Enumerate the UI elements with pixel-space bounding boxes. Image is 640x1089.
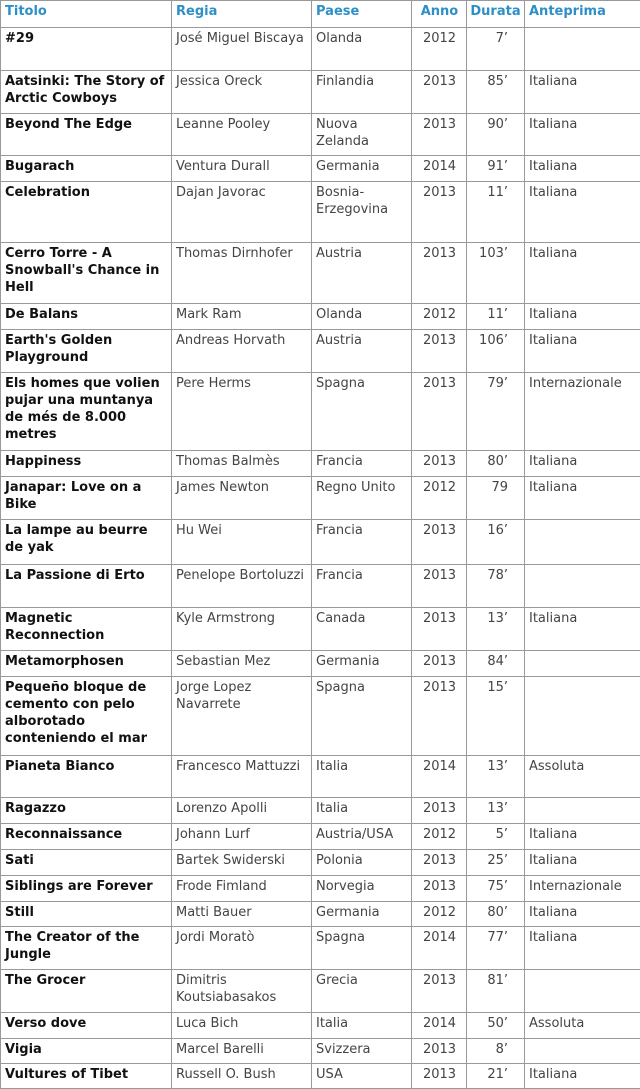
cell-anteprima: Italiana <box>525 71 640 114</box>
cell-durata: 5’ <box>467 824 525 850</box>
cell-paese: Norvegia <box>312 876 412 902</box>
cell-titolo: Vultures of Tibet <box>1 1064 172 1089</box>
table-row <box>1 927 640 970</box>
header-anteprima: Anteprima <box>525 1 640 28</box>
cell-regia: Marcel Barelli <box>172 1039 312 1064</box>
cell-regia: Andreas Horvath <box>172 330 312 373</box>
cell-anteprima: Internazionale <box>525 373 640 451</box>
cell-regia: James Newton <box>172 477 312 520</box>
cell-anteprima <box>525 970 640 1013</box>
cell-titolo: Magnetic Reconnection <box>1 608 172 651</box>
header-regia: Regia <box>172 1 312 28</box>
cell-titolo: La Passione di Erto <box>1 565 172 608</box>
cell-regia: Lorenzo Apolli <box>172 798 312 824</box>
cell-anno: 2013 <box>412 243 467 304</box>
table-row <box>1 330 640 373</box>
cell-durata: 50’ <box>467 1013 525 1039</box>
cell-regia: Sebastian Mez <box>172 651 312 677</box>
table-row <box>1 477 640 520</box>
cell-paese: Francia <box>312 451 412 477</box>
cell-paese: Austria <box>312 330 412 373</box>
cell-durata: 75’ <box>467 876 525 902</box>
cell-titolo: Pianeta Bianco <box>1 756 172 798</box>
cell-regia: Jessica Oreck <box>172 71 312 114</box>
cell-durata: 79’ <box>467 373 525 451</box>
cell-durata: 13’ <box>467 798 525 824</box>
cell-titolo: Sati <box>1 850 172 876</box>
cell-anteprima: Italiana <box>525 927 640 970</box>
cell-anteprima: Italiana <box>525 304 640 330</box>
cell-durata: 21’ <box>467 1064 525 1089</box>
cell-titolo: La lampe au beurre de yak <box>1 520 172 565</box>
cell-anteprima: Assoluta <box>525 756 640 798</box>
cell-regia: Russell O. Bush <box>172 1064 312 1089</box>
cell-regia: Johann Lurf <box>172 824 312 850</box>
cell-anno: 2013 <box>412 330 467 373</box>
cell-paese: Olanda <box>312 304 412 330</box>
table-row <box>1 114 640 156</box>
cell-paese: Olanda <box>312 28 412 71</box>
cell-titolo: Still <box>1 902 172 927</box>
cell-anteprima: Italiana <box>525 243 640 304</box>
cell-anno: 2014 <box>412 756 467 798</box>
table-row <box>1 156 640 182</box>
cell-durata: 15’ <box>467 677 525 756</box>
table-row <box>1 876 640 902</box>
cell-anno: 2013 <box>412 1064 467 1089</box>
cell-titolo: Pequeño bloque de cemento con pelo alborotado conteniendo el mar <box>1 677 172 756</box>
cell-anteprima <box>525 1039 640 1064</box>
table-row <box>1 373 640 451</box>
cell-titolo: Vigia <box>1 1039 172 1064</box>
cell-durata: 85’ <box>467 71 525 114</box>
cell-durata: 11’ <box>467 304 525 330</box>
cell-anno: 2013 <box>412 182 467 243</box>
cell-anteprima: Italiana <box>525 850 640 876</box>
cell-durata: 79 <box>467 477 525 520</box>
cell-paese: Italia <box>312 798 412 824</box>
cell-paese: Spagna <box>312 677 412 756</box>
table-row <box>1 304 640 330</box>
cell-paese: Germania <box>312 651 412 677</box>
cell-anno: 2012 <box>412 28 467 71</box>
cell-anteprima: Internazionale <box>525 876 640 902</box>
cell-anno: 2012 <box>412 902 467 927</box>
cell-anteprima: Italiana <box>525 608 640 651</box>
cell-regia: Thomas Balmès <box>172 451 312 477</box>
cell-paese: Germania <box>312 156 412 182</box>
table-row <box>1 798 640 824</box>
cell-paese: Francia <box>312 520 412 565</box>
cell-anteprima: Italiana <box>525 451 640 477</box>
cell-paese: Nuova Zelanda <box>312 114 412 156</box>
cell-paese: Svizzera <box>312 1039 412 1064</box>
cell-paese: USA <box>312 1064 412 1089</box>
cell-regia: Jordi Moratò <box>172 927 312 970</box>
cell-paese: Grecia <box>312 970 412 1013</box>
table-row <box>1 1039 640 1064</box>
cell-anteprima: Italiana <box>525 477 640 520</box>
cell-anno: 2014 <box>412 927 467 970</box>
header-durata: Durata <box>467 1 525 28</box>
cell-titolo: Earth's Golden Playground <box>1 330 172 373</box>
header-paese: Paese <box>312 1 412 28</box>
cell-anno: 2012 <box>412 477 467 520</box>
cell-regia: Matti Bauer <box>172 902 312 927</box>
cell-durata: 25’ <box>467 850 525 876</box>
table-row <box>1 824 640 850</box>
cell-regia: Luca Bich <box>172 1013 312 1039</box>
cell-anno: 2013 <box>412 850 467 876</box>
cell-regia: Hu Wei <box>172 520 312 565</box>
table-row <box>1 608 640 651</box>
cell-anno: 2014 <box>412 156 467 182</box>
cell-anno: 2013 <box>412 608 467 651</box>
table-row <box>1 520 640 565</box>
cell-anteprima <box>525 520 640 565</box>
cell-titolo: Happiness <box>1 451 172 477</box>
cell-anno: 2013 <box>412 876 467 902</box>
cell-regia: José Miguel Biscaya <box>172 28 312 71</box>
cell-durata: 11’ <box>467 182 525 243</box>
table-row <box>1 651 640 677</box>
cell-anno: 2013 <box>412 970 467 1013</box>
cell-durata: 78’ <box>467 565 525 608</box>
cell-paese: Francia <box>312 565 412 608</box>
cell-regia: Frode Fimland <box>172 876 312 902</box>
cell-anno: 2012 <box>412 824 467 850</box>
cell-titolo: De Balans <box>1 304 172 330</box>
table-row <box>1 677 640 756</box>
cell-paese: Canada <box>312 608 412 651</box>
cell-regia: Jorge Lopez Navarrete <box>172 677 312 756</box>
cell-durata: 81’ <box>467 970 525 1013</box>
cell-regia: Kyle Armstrong <box>172 608 312 651</box>
cell-anteprima: Italiana <box>525 114 640 156</box>
cell-titolo: Aatsinki: The Story of Arctic Cowboys <box>1 71 172 114</box>
cell-anno: 2013 <box>412 798 467 824</box>
cell-anno: 2013 <box>412 114 467 156</box>
cell-anteprima <box>525 798 640 824</box>
cell-anteprima: Italiana <box>525 824 640 850</box>
cell-anno: 2012 <box>412 304 467 330</box>
table-row <box>1 756 640 798</box>
cell-paese: Germania <box>312 902 412 927</box>
cell-durata: 103’ <box>467 243 525 304</box>
cell-anteprima: Italiana <box>525 330 640 373</box>
cell-titolo: Cerro Torre - A Snowball's Chance in Hell <box>1 243 172 304</box>
cell-titolo: Els homes que volien pujar una muntanya de més de 8.000 metres <box>1 373 172 451</box>
table-row <box>1 902 640 927</box>
cell-anno: 2013 <box>412 677 467 756</box>
cell-durata: 13’ <box>467 608 525 651</box>
cell-anno: 2013 <box>412 373 467 451</box>
cell-durata: 77’ <box>467 927 525 970</box>
cell-durata: 13’ <box>467 756 525 798</box>
cell-anteprima <box>525 28 640 71</box>
cell-regia: Francesco Mattuzzi <box>172 756 312 798</box>
table-row <box>1 451 640 477</box>
cell-titolo: Bugarach <box>1 156 172 182</box>
cell-titolo: Verso dove <box>1 1013 172 1039</box>
cell-titolo: Ragazzo <box>1 798 172 824</box>
cell-regia: Penelope Bortoluzzi <box>172 565 312 608</box>
cell-paese: Austria/USA <box>312 824 412 850</box>
cell-titolo: Celebration <box>1 182 172 243</box>
cell-anteprima: Italiana <box>525 182 640 243</box>
cell-durata: 91’ <box>467 156 525 182</box>
table-row <box>1 850 640 876</box>
cell-titolo: Metamorphosen <box>1 651 172 677</box>
cell-titolo: Beyond The Edge <box>1 114 172 156</box>
cell-regia: Thomas Dirnhofer <box>172 243 312 304</box>
header-anno: Anno <box>412 1 467 28</box>
table-row <box>1 1064 640 1089</box>
cell-durata: 7’ <box>467 28 525 71</box>
cell-anno: 2013 <box>412 1039 467 1064</box>
cell-durata: 80’ <box>467 451 525 477</box>
cell-regia: Ventura Durall <box>172 156 312 182</box>
table-row <box>1 28 640 71</box>
cell-anteprima: Italiana <box>525 1064 640 1089</box>
cell-anteprima: Italiana <box>525 156 640 182</box>
cell-regia: Dimitris Koutsiabasakos <box>172 970 312 1013</box>
cell-titolo: The Creator of the Jungle <box>1 927 172 970</box>
cell-paese: Spagna <box>312 373 412 451</box>
header-row <box>1 1 640 28</box>
cell-titolo: Janapar: Love on a Bike <box>1 477 172 520</box>
cell-anno: 2013 <box>412 451 467 477</box>
cell-titolo: Siblings are Forever <box>1 876 172 902</box>
cell-anno: 2014 <box>412 1013 467 1039</box>
cell-titolo: Reconnaissance <box>1 824 172 850</box>
table-row <box>1 970 640 1013</box>
cell-anteprima <box>525 677 640 756</box>
cell-regia: Dajan Javorac <box>172 182 312 243</box>
cell-anteprima <box>525 651 640 677</box>
cell-regia: Mark Ram <box>172 304 312 330</box>
cell-paese: Italia <box>312 1013 412 1039</box>
cell-anno: 2013 <box>412 565 467 608</box>
cell-anno: 2013 <box>412 520 467 565</box>
cell-paese: Bosnia-Erzegovina <box>312 182 412 243</box>
cell-regia: Pere Herms <box>172 373 312 451</box>
cell-titolo: The Grocer <box>1 970 172 1013</box>
cell-durata: 16’ <box>467 520 525 565</box>
table-row <box>1 243 640 304</box>
cell-paese: Polonia <box>312 850 412 876</box>
cell-durata: 80’ <box>467 902 525 927</box>
cell-regia: Leanne Pooley <box>172 114 312 156</box>
table-row <box>1 71 640 114</box>
table-row <box>1 1013 640 1039</box>
cell-titolo: #29 <box>1 28 172 71</box>
cell-paese: Italia <box>312 756 412 798</box>
cell-durata: 90’ <box>467 114 525 156</box>
cell-regia: Bartek Swiderski <box>172 850 312 876</box>
cell-durata: 106’ <box>467 330 525 373</box>
header-titolo: Titolo <box>1 1 172 28</box>
cell-anteprima: Assoluta <box>525 1013 640 1039</box>
cell-paese: Spagna <box>312 927 412 970</box>
cell-durata: 84’ <box>467 651 525 677</box>
table-row <box>1 182 640 243</box>
cell-anteprima <box>525 565 640 608</box>
table-row <box>1 565 640 608</box>
cell-paese: Austria <box>312 243 412 304</box>
cell-paese: Regno Unito <box>312 477 412 520</box>
cell-anno: 2013 <box>412 71 467 114</box>
cell-anteprima: Italiana <box>525 902 640 927</box>
cell-anno: 2013 <box>412 651 467 677</box>
cell-durata: 8’ <box>467 1039 525 1064</box>
cell-paese: Finlandia <box>312 71 412 114</box>
